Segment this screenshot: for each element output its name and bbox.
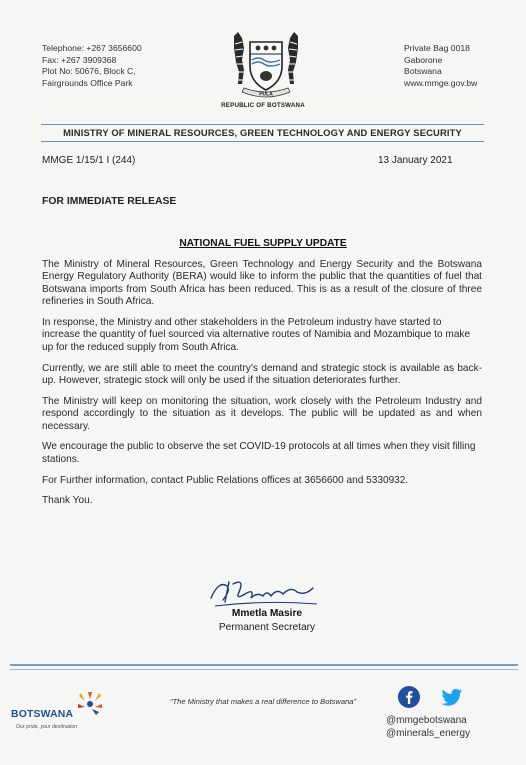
footer-rule-thin [10,669,518,670]
crest-motto: PULA [259,91,273,98]
coat-of-arms-icon [228,30,304,102]
facebook-handle[interactable]: @mmgebotswana [386,715,467,726]
country-line: Botswana [404,66,442,76]
twitter-handle[interactable]: @minerals_energy [386,727,471,739]
document-title: NATIONAL FUEL SUPPLY UPDATE [179,238,347,249]
contact-block-left [42,43,142,89]
contact-block-right [404,43,477,89]
signatory-name: Mmetla Masire [231,608,303,619]
header-rule-bottom [41,141,484,142]
plot-line: Plot No: 50676, Block C, [42,66,136,76]
body-text [42,259,482,516]
signature-icon [205,570,325,610]
social-handles [386,715,470,740]
city-line: Gaborone [404,54,443,65]
twitter-icon[interactable] [441,688,463,708]
paragraph-5: We encourage the public to observe the set COVID-19 protocols at all times when they visit filling stations. [42,441,476,465]
fax-line: Fax: +267 3909368 [42,54,117,65]
ministry-slogan: “The Ministry that makes a real difference to Botswana” [169,697,357,706]
postal-line: Private Bag 0018 [404,43,470,53]
footer-rule [10,664,518,666]
ministry-name: MINISTRY OF MINERAL RESOURCES, GREEN TECHNOLOGY AND ENERGY SECURITY [63,127,462,138]
office-park-line: Fairgrounds Office Park [42,77,133,88]
telephone-line: Telephone: +267 3656600 [42,43,142,53]
release-label: FOR IMMEDIATE RELEASE [42,196,177,207]
header-rule-top [41,124,484,125]
republic-label: REPUBLIC OF BOTSWANA [221,102,305,109]
paragraph-7: Thank You. [42,495,93,507]
paragraph-3: Currently, we are still able to meet the country’s demand and strategic stock is available as back-up. However, strategic stock will only be used if the situation deteriorates further. [42,362,482,387]
signatory-title: Permanent Secretary [218,622,316,633]
paragraph-2: In response, the Ministry and other stakeholders in the Petroleum industry have started to increase the quantity of fuel sourced via alternative routes of Namibia and Mozambique to make up for the reduced supply from South Africa. [42,317,471,353]
facebook-icon[interactable] [398,686,420,708]
paragraph-6: For Further information, contact Public Relations offices at 3656600 and 5330932. [42,474,409,486]
botswana-brand-wordmark: BOTSWANA [11,709,74,720]
website-line: www.mmge.gov.bw [404,77,478,88]
reference-number: MMGE 1/15/1 I (244) [42,155,136,166]
letter-date: 13 January 2021 [378,155,453,166]
paragraph-4: The Ministry will keep on monitoring the situation, work closely with the Petroleum Industry and respond accordingly to the situation as it develops. The public will be updated as and when necessary. [42,395,482,432]
paragraph-1: The Ministry of Mineral Resources, Green Technology and Energy Security and the Botswana Energy Regulatory Authority (BERA) would like to inform the public that the quantities of fuel that Botswana imports from South Africa has been reduced. This is as a result of the closure of three refineries in South Africa. [42,259,482,308]
brand-tagline: Our pride, your destination [16,724,78,730]
